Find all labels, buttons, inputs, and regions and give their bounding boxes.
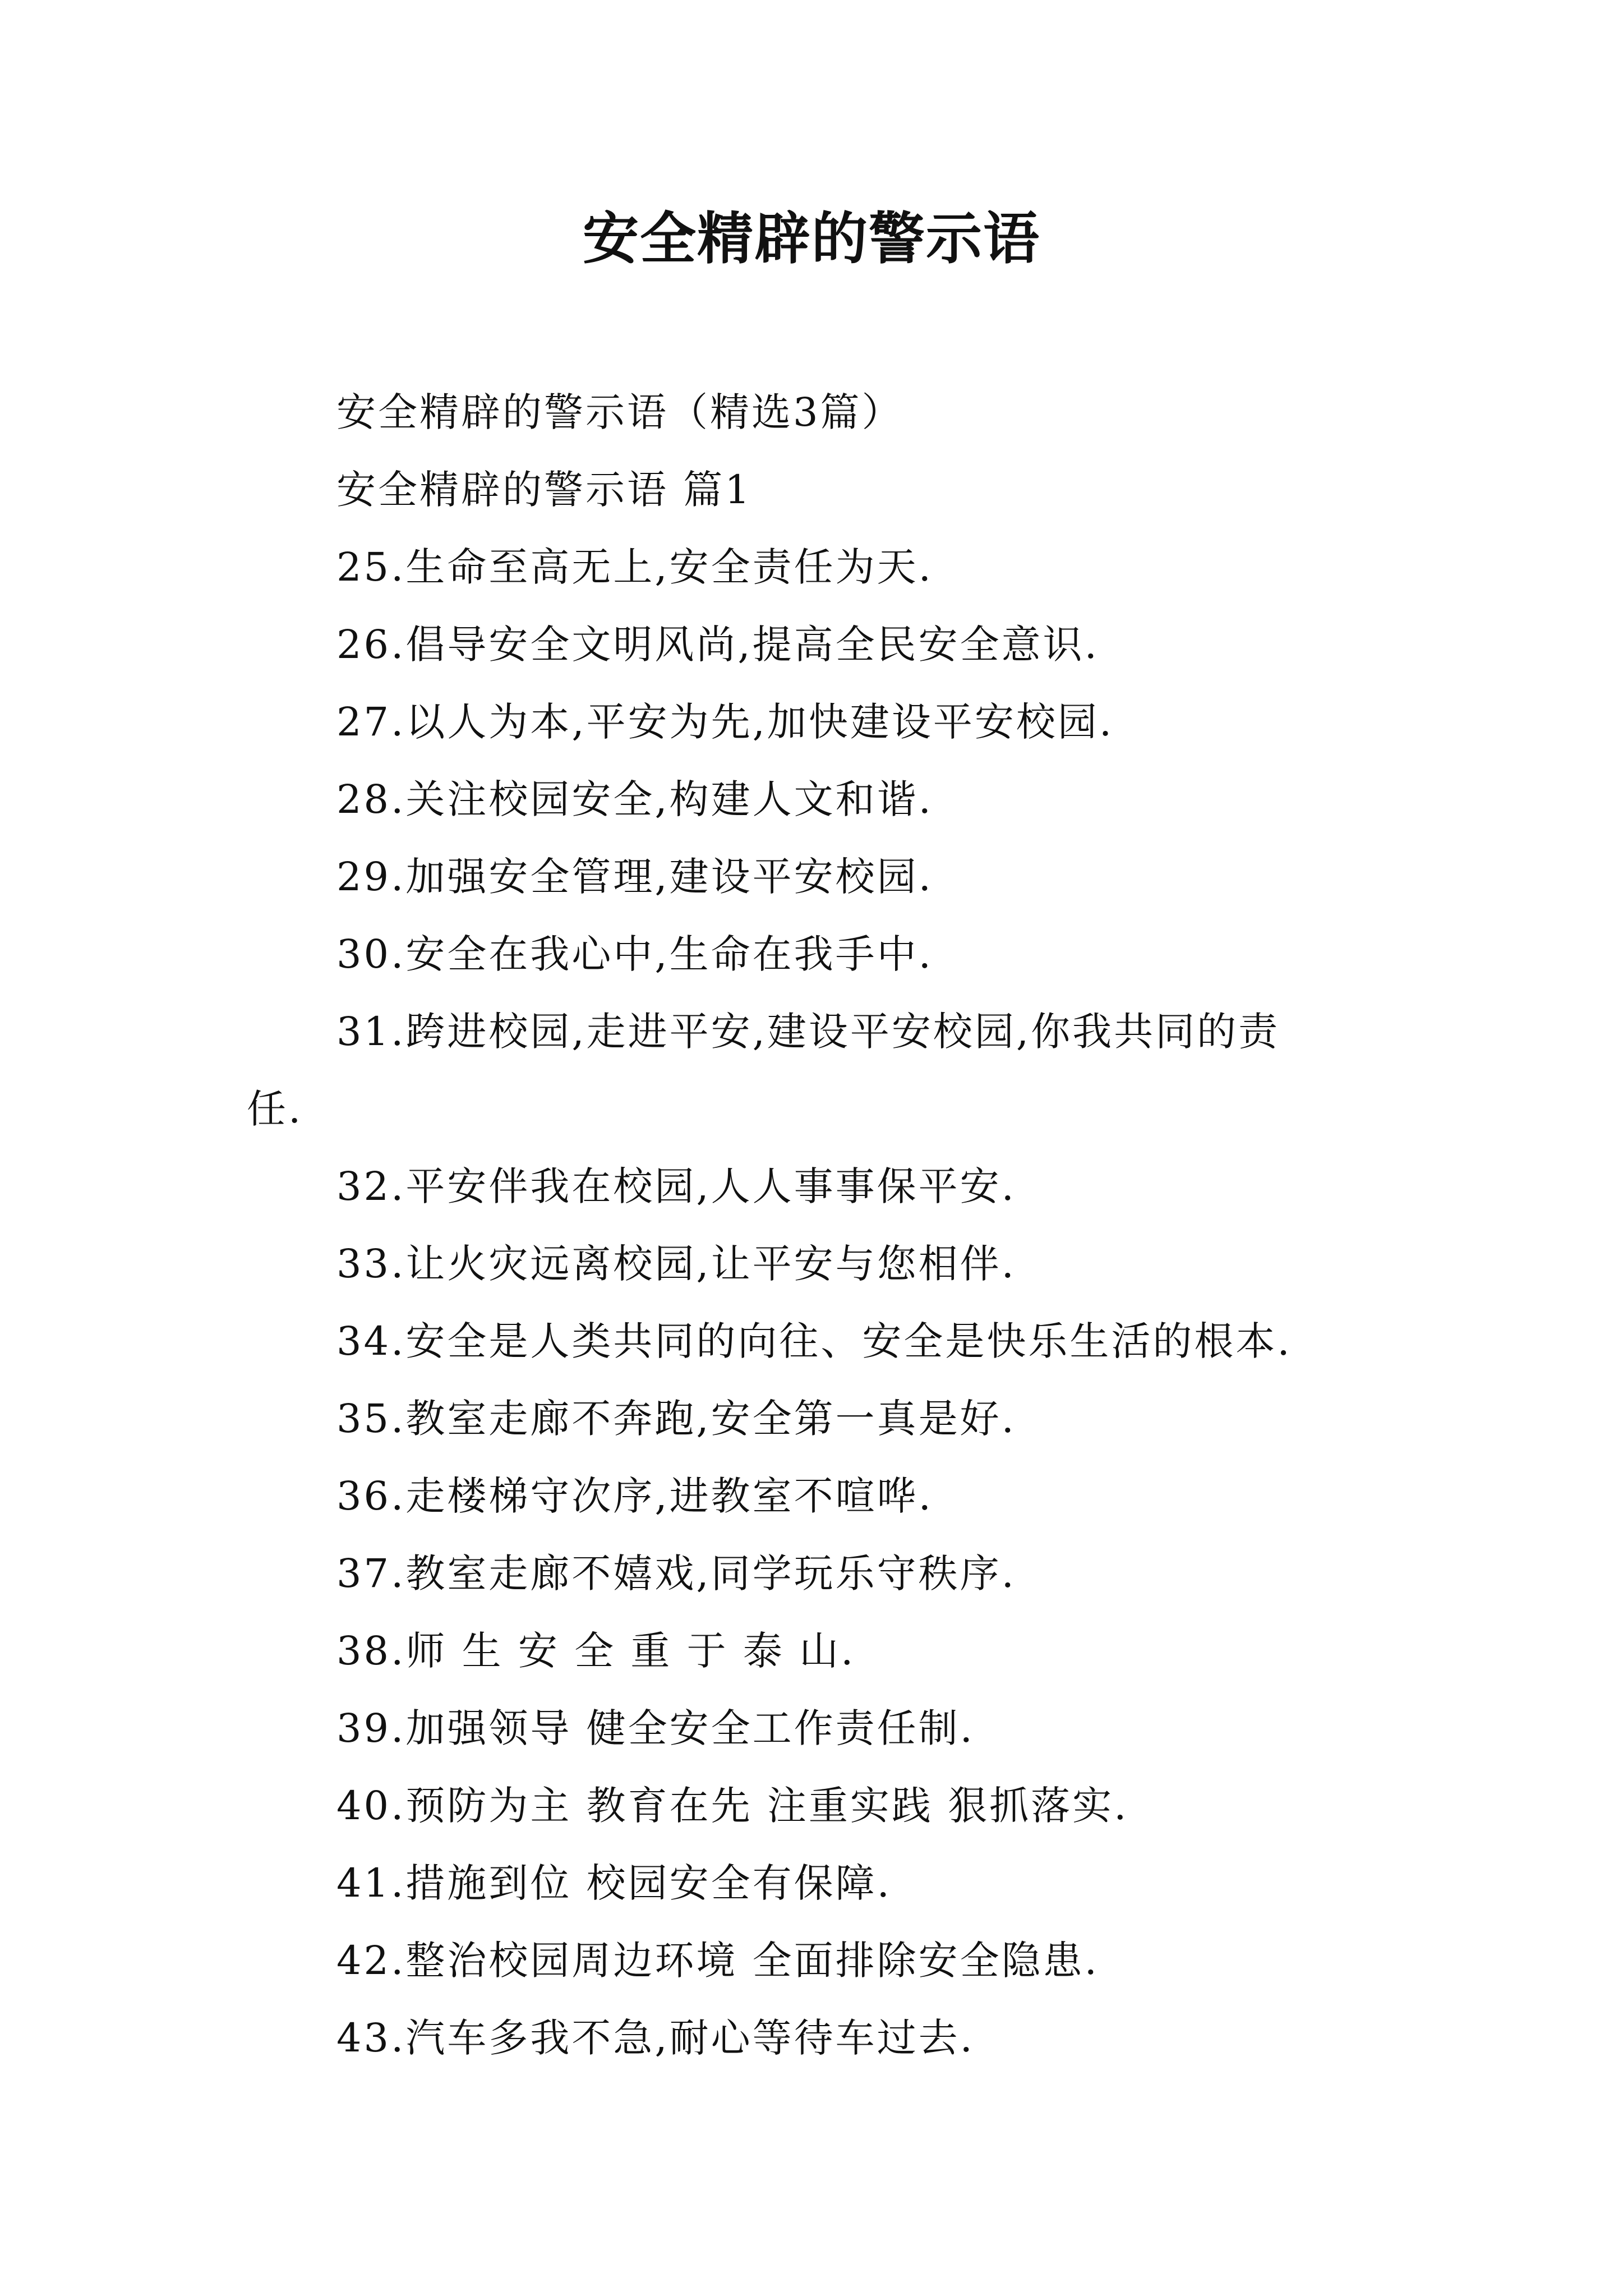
text-line: 38.师 生 安 全 重 于 泰 山. [336, 1628, 856, 1674]
text-line: 30.安全在我心中,生命在我手中. [336, 931, 933, 977]
text-line: 29.加强安全管理,建设平安校园. [336, 854, 933, 900]
text-line: 42.整治校园周边环境 全面排除安全隐患. [336, 1938, 1099, 1984]
text-line: 41.措施到位 校园安全有保障. [336, 1860, 892, 1906]
text-line: 40.预防为主 教育在先 注重实践 狠抓落实. [336, 1783, 1129, 1829]
text-line: 27.以人为本,平安为先,加快建设平安校园. [336, 699, 1114, 745]
text-line: 36.走楼梯守次序,进教室不喧哗. [336, 1473, 933, 1519]
text-line: 25.生命至高无上,安全责任为天. [336, 544, 933, 590]
text-line: 35.教室走廊不奔跑,安全第一真是好. [336, 1396, 1016, 1442]
text-line: 安全精辟的警示语（精选3篇） [336, 389, 903, 435]
text-line: 32.平安伴我在校园,人人事事保平安. [336, 1163, 1016, 1209]
text-line: 33.让火灾远离校园,让平安与您相伴. [336, 1241, 1016, 1287]
document-title: 安全精辟的警示语 [583, 205, 1040, 272]
text-line: 31.跨进校园,走进平安,建设平安校园,你我共同的责 [336, 1009, 1280, 1055]
text-line-continuation: 任. [247, 1086, 303, 1132]
text-line: 39.加强领导 健全安全工作责任制. [336, 1705, 975, 1751]
text-line: 37.教室走廊不嬉戏,同学玩乐守秩序. [336, 1550, 1016, 1596]
text-line: 28.关注校园安全,构建人文和谐. [336, 776, 933, 822]
text-line: 26.倡导安全文明风尚,提高全民安全意识. [336, 622, 1099, 668]
text-line: 34.安全是人类共同的向往、安全是快乐生活的根本. [336, 1318, 1292, 1364]
text-line: 43.汽车多我不急,耐心等待车过去. [336, 2015, 975, 2061]
document-body [247, 374, 1380, 2077]
text-line: 安全精辟的警示语 篇1 [336, 467, 752, 513]
